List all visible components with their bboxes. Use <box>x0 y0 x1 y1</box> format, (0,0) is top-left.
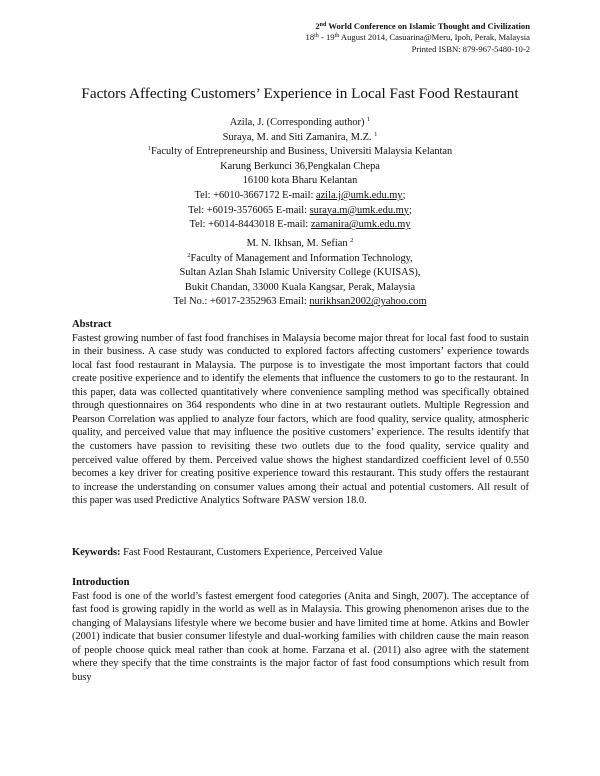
address-line: Bukit Chandan, 33000 Kuala Kangsar, Perak, Malaysia <box>184 281 416 293</box>
contact-separator: ; <box>402 189 406 201</box>
contact-line <box>0 295 600 310</box>
introduction-heading: Introduction <box>72 577 130 588</box>
contact-line <box>0 189 600 204</box>
keywords-line <box>72 546 529 560</box>
author-names: Suraya, M. and Siti Zamanira, M.Z. <box>222 131 375 143</box>
contact-phone: Tel: +6019-3576065 E-mail: <box>188 204 310 216</box>
date-day-start: 18 <box>305 32 315 43</box>
conference-ordinal-suffix: nd <box>319 22 327 28</box>
paper-title: Factors Affecting Customers’ Experience in Local Fast Food Restaurant <box>81 85 519 102</box>
affiliation-line: Sultan Azlan Shah Islamic University College (KUISAS), <box>179 267 421 279</box>
abstract-body: Fastest growing number of fast food franchises in Malaysia become major threat for local fast food to sustain in their business. A case study was conducted to explored factors affecting customers’ experience towards local fast food restaurant in Malaysia. The purpose is to investigate the most important factors that could create positive experience and to identify the elements that influence the customers to go to the restaurant. In this paper, data was collected quantitatively where convenience sampling method was specifically obtained through questionnaires on 364 respondents who dine in at two restaurant outlets. Multiple Regression and Pearson Correlation was applied to analyze four factors, which are food quality, service quality, atmospheric quality, and perceived value that may influence the positive customers’ experience. The results identify that the customers have passion to revisiting these two outlets due to the food quality, service quality and perceived value offered by them. Perceived value shows the highest standardized coefficient level of 0.550 becomes a key driver for creating positive experience toward this restaurant. This study offers the restaurant to increase the understanding on consumer values among their actual and potential customers. All result of this paper was used Predictive Analytics Software PASW version 18.0. <box>72 332 529 507</box>
contact-phone: Tel: +6010-3667172 E-mail: <box>194 189 316 201</box>
contact-separator: ; <box>408 204 412 216</box>
affiliation <box>0 252 600 267</box>
affiliation-marker: 2 <box>187 251 191 259</box>
author-block-1 <box>0 116 600 233</box>
author-names: Azila, J. (Corresponding author) <box>229 117 368 128</box>
abstract-section <box>72 318 529 508</box>
affiliation-marker: 1 <box>374 130 378 138</box>
conference-date-venue <box>306 32 530 43</box>
affiliation-marker: 1 <box>147 145 151 153</box>
email-link[interactable]: azila.j@umk.edu.my <box>315 189 403 201</box>
address-line: 16100 kota Bharu Kelantan <box>242 175 358 187</box>
affiliation <box>0 145 600 160</box>
email-link[interactable]: nurikhsan2002@yahoo.com <box>309 296 427 308</box>
conference-isbn: Printed ISBN: 879-967-5480-10-2 <box>411 43 530 54</box>
keywords-text: Fast Food Restaurant, Customers Experience, Perceived Value <box>120 547 383 558</box>
contact-line <box>0 204 600 219</box>
contact-phone: Tel No.: +6017-2352963 Email: <box>173 296 310 308</box>
contact-phone: Tel: +6014-8443018 E-mail: <box>189 219 311 231</box>
contact-line <box>0 218 600 233</box>
affiliation-name: Faculty of Entrepreneurship and Business, Universiti Malaysia Kelantan <box>150 146 453 158</box>
keywords-section <box>72 546 529 560</box>
conference-title <box>306 21 530 32</box>
author-names: M. N. Ikhsan, M. Sefian <box>246 238 351 249</box>
conference-ordinal: 2 <box>315 21 320 31</box>
affiliation-marker: 1 <box>367 116 371 123</box>
author-block-2 <box>0 237 600 310</box>
date-day-end: - 19 <box>318 32 335 43</box>
conference-header <box>306 21 530 55</box>
conference-title-text: World Conference on Islamic Thought and Civilization <box>326 21 530 31</box>
author-line <box>0 116 600 131</box>
introduction-body: Fast food is one of the world’s fastest emergent food categories (Anita and Singh, 2007). The acceptance of fast food is growing rapidly in the world as well as in Malaysia. This growing phenomenon arises due to the changing of Malaysians lifestyle where we become busier and have limited time at home. Atkins and Bowler (2001) indicate that busier consumer lifestyle and dual-working families with children cause the main reason of people choose quick meal rather than cook at home. Farzana et al. (2011) also agree with the statement where they specify that the time constraints is the major factor of fast food consumptions which result from busy <box>72 590 529 683</box>
date-venue-text: August 2014, Casuarina@Meru, Ipoh, Perak, Malaysia <box>339 32 530 43</box>
affiliation-name: Faculty of Management and Information Technology, <box>190 252 413 264</box>
author-line <box>0 131 600 146</box>
date-suffix-start: th <box>314 33 319 40</box>
abstract-heading: Abstract <box>72 319 112 330</box>
author-line <box>0 237 600 252</box>
keywords-label: Keywords: <box>72 547 121 558</box>
address-line: Karung Berkunci 36,Pengkalan Chepa <box>220 160 380 172</box>
email-link[interactable]: zamanira@umk.edu.my <box>310 219 411 231</box>
date-suffix-end: th <box>334 33 340 40</box>
affiliation-marker: 2 <box>350 237 354 244</box>
email-link[interactable]: suraya.m@umk.edu.my <box>309 204 409 216</box>
introduction-section <box>72 576 529 684</box>
